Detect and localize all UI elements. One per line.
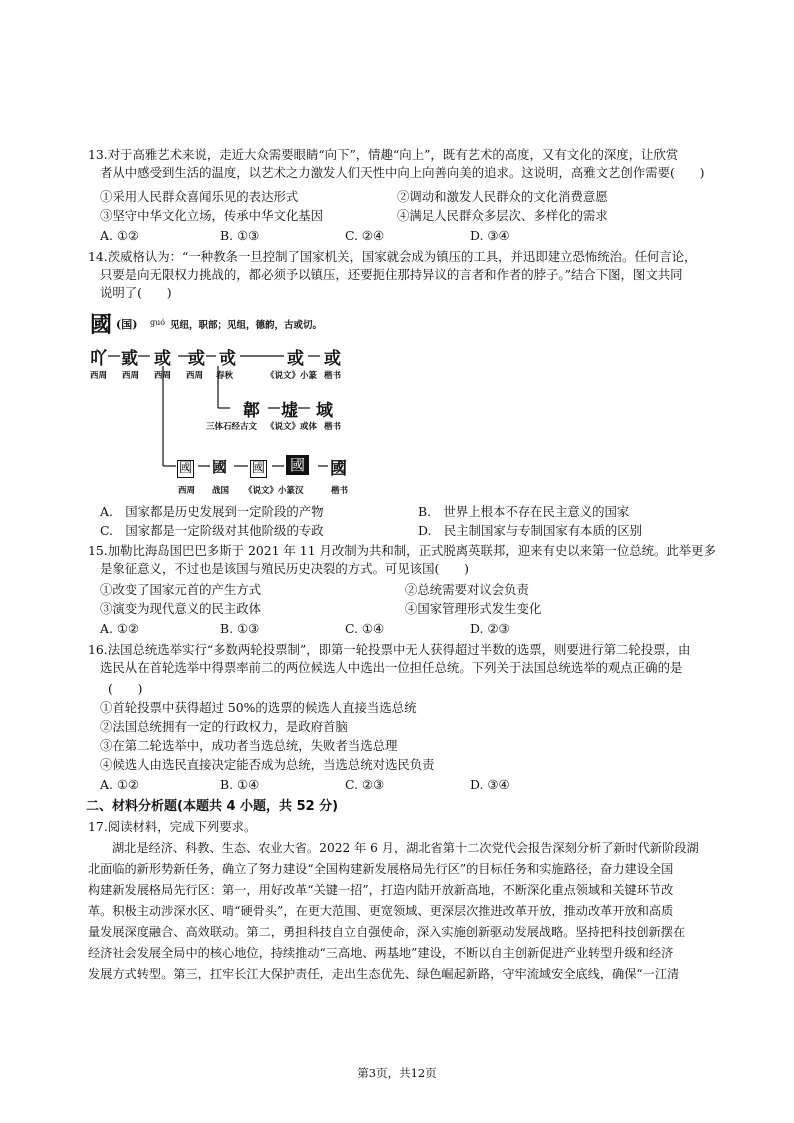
row1-glyph-2: 戜 <box>121 349 138 369</box>
row3-glyph-5: 國 <box>330 459 347 479</box>
q15-stem-line1: 15.加勒比海岛国巴巴多斯于 2021 年 11 月改制为共和制，正式脱离英联邦，迎来有史以来第一位总统。此举更多 <box>88 543 716 558</box>
q17-passage-line4: 革。积极主动涉深水区、啃“硬骨头”，在更大范围、更宽领域、更深层次推进改革开放，推动改革开放和高质 <box>88 904 674 918</box>
q16-option-2: ②法国总统拥有一定的行政权力，是政府首脑 <box>100 719 348 734</box>
q17-passage-line7: 发展方式转型。第三，扛牢长江大保护责任，走出生态优先、绿色崛起新路，守牢流域安全底线，确保“一江清 <box>88 967 680 981</box>
q16-option-1: ①首轮投票中获得超过 50%的选票的候选人直接当选总统 <box>100 700 417 715</box>
q15-option-1: ①改变了国家元首的产生方式 <box>100 582 262 597</box>
row3-caption-1: 西周 <box>178 486 196 496</box>
row1-caption-6: 《说文》小篆 <box>266 371 318 381</box>
row1-caption-2: 西周 <box>122 371 140 381</box>
row3-caption-3: 《说文》小篆 <box>244 486 296 496</box>
row3-glyph-2: 國 <box>212 458 228 476</box>
q13-option-4: ④满足人民群众多层次、多样化的需求 <box>397 208 608 223</box>
q13-choice-c: C. ②④ <box>345 228 385 243</box>
row1-caption-3: 西周 <box>154 371 172 381</box>
character-evolution-figure <box>88 314 358 500</box>
row3-glyph-3: 國 <box>252 461 266 476</box>
row2-caption-3: 楷书 <box>324 422 342 432</box>
row2-caption-1: 三体石经古文 <box>206 422 258 432</box>
q13-option-1: ①采用人民群众喜闻乐见的表达形式 <box>100 189 299 204</box>
q15-choice-b: B. ①③ <box>220 621 260 636</box>
q16-choice-d: D. ③④ <box>470 777 510 792</box>
q15-option-2: ②总统需要对议会负责 <box>405 582 529 597</box>
q17-passage-line3: 构建新发展格局先行区：第一，用好改革“关键一招”，打造内陆开放新高地，不断深化重点领域和关键环节改 <box>88 883 674 897</box>
q13-option-3: ③坚守中华文化立场，传承中华文化基因 <box>100 208 324 223</box>
q13-choice-a: A. ①② <box>100 228 140 243</box>
q17-passage-line6: 经济社会发展全局中的核心地位，持续推动“三高地、两基地”建设，不断以自主创新促进产业转型升级和经济 <box>88 946 674 960</box>
figure-meaning: 见纽，职部；见组，德韵，古或切。 <box>170 320 323 331</box>
q13-stem-line2: 者从中感受到生活的温度，以艺术之力激发人们天性中向上向善向美的追求。这说明，高雅文艺创作需要( ) <box>100 165 705 180</box>
row1-glyph-1: 吖 <box>90 349 107 369</box>
row1-glyph-4: 或 <box>188 349 205 369</box>
figure-pinyin: guó <box>150 318 166 327</box>
row2-caption-2: 《说文》或体 <box>266 422 318 432</box>
q13-stem-line1: 13.对于高雅艺术来说，走近大众需要眼睛“向下”，情趣“向上”，既有艺术的高度，又有文化的深度，让欣赏 <box>88 147 679 162</box>
row3-caption-2: 战国 <box>212 486 230 496</box>
q13-choice-b: B. ①③ <box>220 228 260 243</box>
q14-stem-line1: 14.茨威格认为：“一种教条一旦控制了国家机关，国家就会成为镇压的工具，并迅即建立恐怖统治。任何言论， <box>88 249 697 264</box>
row3-caption-5: 楷书 <box>331 486 349 496</box>
q14-choice-a: A. 国家都是历史发展到一定阶段的产物 <box>100 504 324 519</box>
q16-option-4: ④候选人由选民直接决定能否成为总统，当选总统对选民负责 <box>100 757 435 772</box>
q14-stem-line3: 说明了( ) <box>100 285 172 300</box>
q17-passage-line5: 量发展深度融合、高效联动。第二，勇担科技自立自强使命，深入实施创新驱动发展战略。坚持把科技创新摆在 <box>88 925 686 939</box>
q15-choice-a: A. ①② <box>100 621 140 636</box>
q16-stem-line1: 16.法国总统选举实行“多数两轮投票制”，即第一轮投票中无人获得超过半数的选票，则要进行第二轮投票，由 <box>88 642 691 657</box>
row1-glyph-5: 戓 <box>219 349 236 369</box>
row2-glyph-3: 域 <box>316 401 333 421</box>
row1-glyph-3: 或 <box>154 349 171 369</box>
row3-glyph-1: 國 <box>179 461 193 476</box>
page-footer: 第3页，共12页 <box>357 1066 437 1080</box>
row1-glyph-6: 或 <box>287 349 304 369</box>
row3-caption-4: 汉 <box>295 486 304 496</box>
row2-glyph-1: 郼 <box>243 401 260 421</box>
figure-head-char: 國 <box>90 312 113 338</box>
q17-passage-line1: 湖北是经济、科教、生态、农业大省。2022 年 6 月，湖北省第十二次党代会报告深刻分析了新时代新阶段湖 <box>112 841 699 855</box>
q15-choice-c: C. ①④ <box>345 621 385 636</box>
q13-option-2: ②调动和激发人民群众的文化消费意愿 <box>397 189 608 204</box>
row3-glyph-4: 國 <box>286 455 309 475</box>
row1-caption-7: 楷书 <box>324 371 342 381</box>
q15-option-3: ③演变为现代意义的民主政体 <box>100 601 262 616</box>
row2-glyph-2: 墟 <box>281 401 298 421</box>
q17-stem: 17.阅读材料，完成下列要求。 <box>88 819 257 834</box>
q15-option-4: ④国家管理形式发生变化 <box>405 601 542 616</box>
row1-caption-5: 春秋 <box>216 371 234 381</box>
q16-option-3: ③在第二轮选举中，成功者当选总统，失败者当选总理 <box>100 738 398 753</box>
row1-caption-1: 西周 <box>90 371 108 381</box>
q17-passage-line2: 北面临的新形势新任务，确立了努力建设“全国构建新发展格局先行区”的目标任务和实施路径，奋力建设全国 <box>88 862 674 876</box>
q15-stem-line2: 是象征意义，不过也是该国与殖民历史决裂的方式。可见该国( ) <box>100 561 469 576</box>
q14-stem-line2: 只要是向无限权力挑战的，都必须予以镇压，还要扼住那持异议的言者和作者的脖子。”结合下图，图文共同 <box>100 267 683 282</box>
q15-choice-d: D. ②③ <box>470 621 510 636</box>
q16-stem-line2: 选民从在首轮选举中得票率前二的两位候选人中选出一位担任总统。下列关于法国总统选举的观点正确的是 <box>100 660 683 675</box>
row1-caption-4: 西周 <box>186 371 204 381</box>
q14-choice-d: D. 民主制国家与专制国家有本质的区别 <box>418 523 643 538</box>
figure-head-paren: (国) <box>116 318 138 331</box>
q13-choice-d: D. ③④ <box>470 228 510 243</box>
q16-stem-line3: ( ) <box>108 681 143 696</box>
q14-choice-c: C. 国家都是一定阶级对其他阶级的专政 <box>100 523 324 538</box>
q14-choice-b: B. 世界上根本不存在民主意义的国家 <box>418 504 630 519</box>
section-heading: 二、材料分析题(本题共 4 小题，共 52 分) <box>86 799 339 814</box>
q16-choice-b: B. ①④ <box>220 777 260 792</box>
q16-choice-a: A. ①② <box>100 777 140 792</box>
q16-choice-c: C. ②③ <box>345 777 385 792</box>
row1-glyph-7: 或 <box>324 349 341 369</box>
